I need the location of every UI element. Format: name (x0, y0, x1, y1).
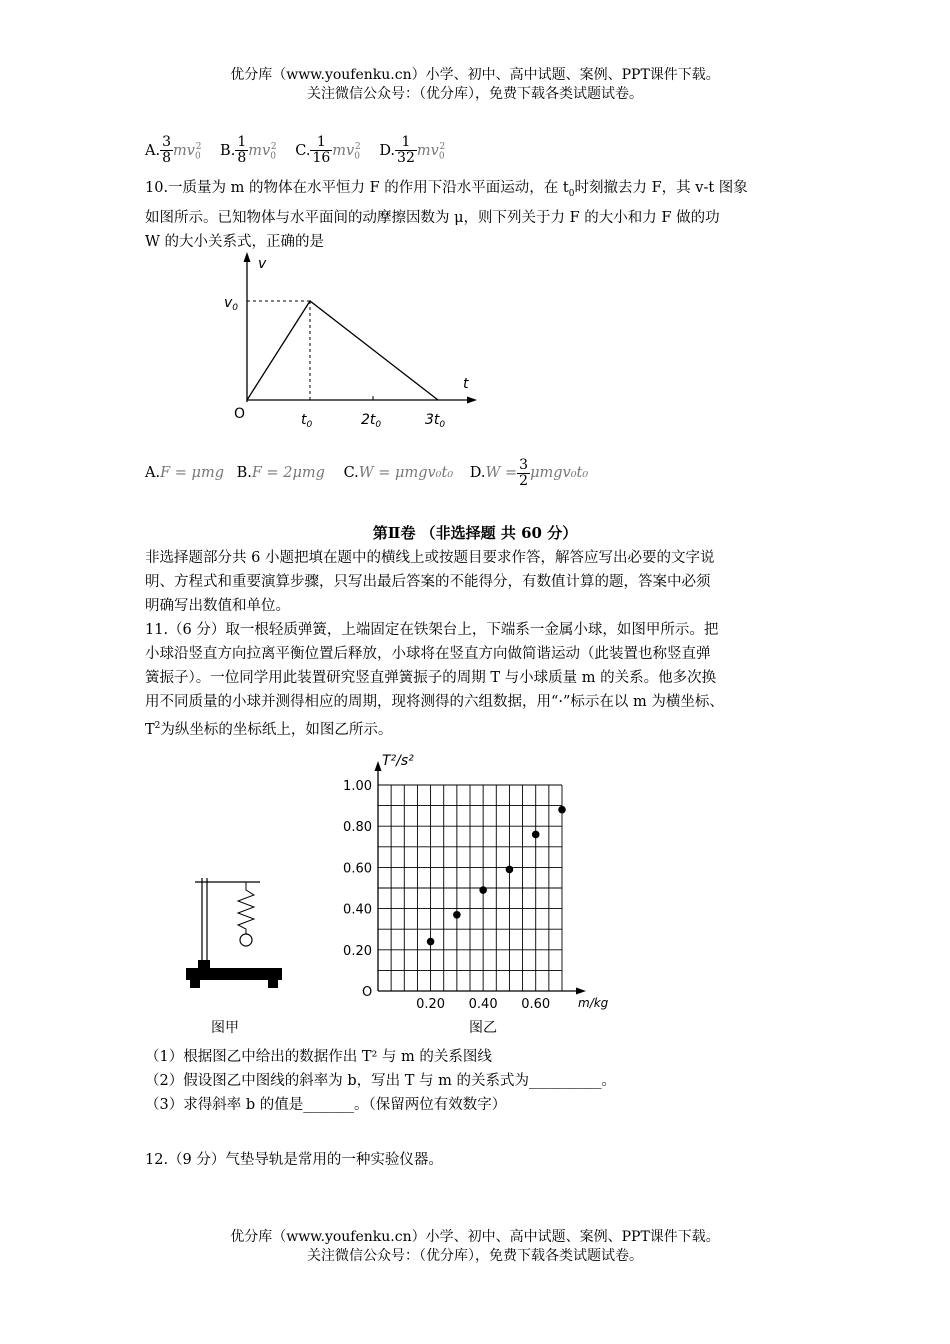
ball-icon (240, 934, 252, 946)
q11-line-1: 11.（6 分）取一根轻质弹簧，上端固定在铁架台上，下端系一金属小球，如图甲所示。把 (145, 622, 719, 638)
vt-x-arrow (467, 397, 477, 404)
vt-tick-label-2t0: $2t_0$ (361, 412, 382, 430)
chart-grid (378, 785, 562, 991)
section-2-title: 第Ⅱ卷 （非选择题 共 60 分） (372, 524, 578, 542)
chart-y-arrow (375, 761, 382, 771)
header-line-2: 关注微信公众号：（优分库），免费下载各类试题试卷。 (307, 86, 643, 102)
data-point (506, 866, 514, 874)
chart-y-label: T²/s² (382, 753, 414, 769)
vt-line (247, 301, 438, 400)
q11-sub-2: （2）假设图乙中图线的斜率为 b，写出 T 与 m 的关系式为__________。 (145, 1073, 616, 1089)
q10-option-a[interactable]: A.F = μmg (145, 465, 224, 481)
q11-line-3: 簧振子）。一位同学用此装置研究竖直弹簧振子的周期 T 与小球质量 m 的关系。他多次换 (145, 670, 717, 686)
vt-origin-label: O (234, 406, 246, 422)
fig-b-scatter-chart (330, 745, 630, 1012)
data-point (532, 831, 540, 839)
page-footer (0, 1228, 950, 1266)
vt-tick-label-3t0: $3t_0$ (425, 412, 446, 430)
data-point (427, 938, 435, 946)
q11-line-4: 用不同质量的小球并测得相应的周期，现将测得的六组数据，用“·”标示在以 m 为横坐标、 (145, 694, 724, 710)
footer-line-2: 关注微信公众号：（优分库），免费下载各类试题试卷。 (307, 1248, 643, 1264)
vt-y-arrow (244, 252, 251, 262)
x-tick-label: 0.20 (416, 997, 446, 1012)
q10-option-d[interactable]: D.W = $\frac{3}{2}$ μmgv₀t₀ (469, 456, 589, 489)
q9-option-a[interactable]: A. $\frac{3}{8}$ $mv_0^2$ (145, 134, 202, 167)
data-point (453, 911, 461, 919)
q11-sub-3: （3）求得斜率 b 的值是_______。（保留两位有效数字） (145, 1097, 507, 1113)
q10-line-2: 如图所示。已知物体与水平面间的动摩擦因数为 μ，则下列关于力 F 的大小和力 F 做的功 (145, 209, 720, 226)
vt-y-label: v (258, 256, 267, 272)
x-tick-label: 0.60 (521, 997, 551, 1012)
vt-tick-label-t0: $t_0$ (301, 412, 313, 430)
q10-options (145, 455, 588, 491)
q10-line-3: W 的大小关系式，正确的是 (145, 233, 325, 250)
x-tick-label: 0.40 (468, 997, 498, 1012)
fig-a-caption: 图甲 (211, 1020, 239, 1036)
q11-line-5: $T^2$为纵坐标的坐标纸上，如图乙所示。 (145, 721, 393, 738)
q11-sub-1: （1）根据图乙中给出的数据作出 T² 与 m 的关系图线 (145, 1049, 492, 1065)
y-tick-label: 0.80 (343, 820, 372, 836)
data-point (558, 806, 566, 814)
footer-line-1: 优分库（www.youfenku.cn）小学、初中、高中试题、案例、PPT课件下载。 (230, 1229, 720, 1245)
chart-x-label: m/kg (578, 996, 609, 1010)
spring-icon (238, 882, 254, 934)
q11-line-2: 小球沿竖直方向拉离平衡位置后释放，小球将在竖直方向做简谐运动（此装置也称竖直弹 (145, 646, 711, 662)
page-header (0, 66, 950, 104)
header-line-1: 优分库（www.youfenku.cn）小学、初中、高中试题、案例、PPT课件下载。 (230, 67, 720, 83)
q10-vt-graph (220, 250, 490, 435)
y-tick-label: 0.60 (343, 861, 372, 877)
q10-stem (145, 176, 748, 254)
q9-option-d[interactable]: D. $\frac{1}{32}$ $mv_0^2$ (379, 134, 446, 167)
chart-x-arrow (576, 988, 586, 995)
y-tick-label: 1.00 (343, 779, 372, 794)
q10-option-c[interactable]: C.W = μmgv₀t₀ (343, 465, 454, 481)
stand-base (186, 968, 282, 980)
section-2-intro: 非选择题部分共 6 小题把填在题中的横线上或按题目要求作答，解答应写出必要的文字说 明、方程式和重要演算步骤，只写出最后答案的不能得分，有数值计算的题，答案中必须 明确写出数值和单位。 11.（6 分）取一根轻质弹簧，上端固定在铁架台上，下端系一金属小球，如图甲所示。把 小球沿竖直方向拉离平衡位置后释放，小球将在竖直方向做简谐运动（此装置也称竖直弹 簧振子）。一位同学用此装置研究竖直弹簧振子的周期 T 与小球质量 m 的关系。他多次换 用不同质量的小球并测得相应的周期，现将测得的六组数据，用“·”标示在以 m 为横坐标、 $T^2$为纵坐标的坐标纸上，如图乙所示。 (145, 546, 724, 742)
y-tick-label: 0.40 (343, 902, 372, 918)
q9-option-c[interactable]: C. $\frac{1}{16}$ $mv_0^2$ (295, 134, 361, 167)
fig-b-caption: 图乙 (469, 1020, 497, 1036)
q9-option-b[interactable]: B. $\frac{1}{8}$ $mv_0^2$ (220, 134, 277, 167)
chart-origin-label: O (362, 985, 373, 1000)
q11-subquestions (145, 1045, 616, 1117)
q12-stem: 12.（9 分）气垫导轨是常用的一种实验仪器。 (145, 1152, 443, 1168)
vt-x-label: t (463, 376, 469, 392)
y-tick-label: 0.20 (343, 943, 372, 959)
vt-v0-label: $v_0$ (224, 295, 239, 313)
q10-line-1: 10.一质量为 m 的物体在水平恒力 F 的作用下沿水平面运动，在 $t_0$时刻撤去力 F，其 v-t 图象 (145, 180, 748, 199)
fig-a-apparatus (180, 870, 290, 995)
q10-option-b[interactable]: B.F = 2μmg (236, 465, 325, 481)
data-point (479, 886, 487, 894)
q9-options (145, 130, 459, 174)
